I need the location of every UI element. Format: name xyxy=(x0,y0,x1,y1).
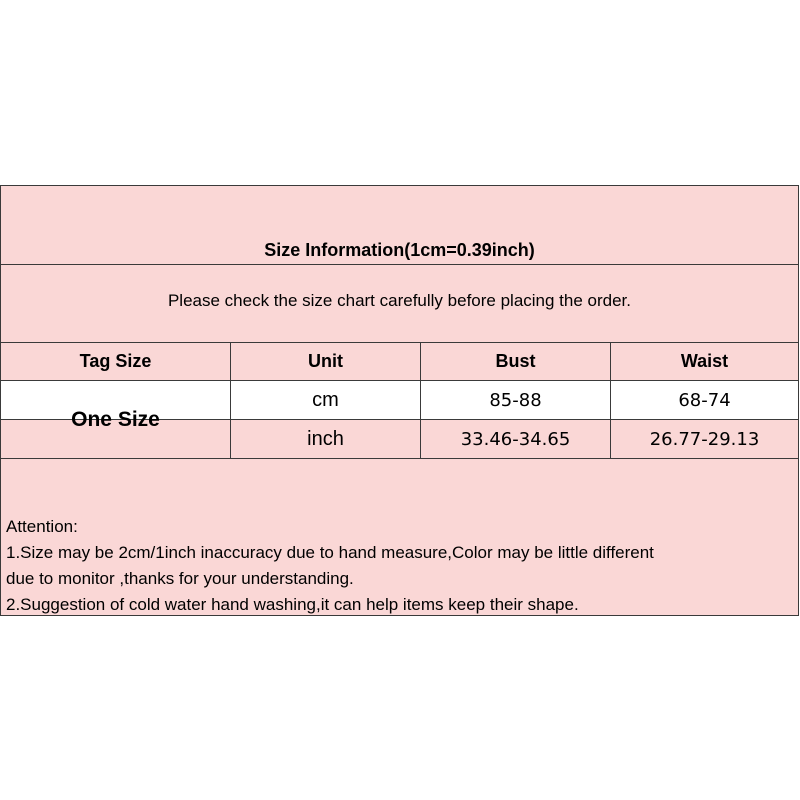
attention-section xyxy=(1,459,798,615)
order-notice: Please check the size chart carefully before placing the order. xyxy=(167,291,632,310)
header-tag-size: Tag Size xyxy=(1,343,231,380)
unit-cell: inch xyxy=(231,420,421,458)
attention-note-1a: 1.Size may be 2cm/1inch inaccuracy due to hand measure,Color may be little different xyxy=(6,543,654,562)
size-chart-sheet xyxy=(0,185,799,616)
attention-note-2: 2.Suggestion of cold water hand washing,it can help items keep their shape. xyxy=(6,595,579,614)
table-body xyxy=(1,381,798,459)
waist-cell: 26.77-29.13 xyxy=(649,428,760,450)
waist-cell: 68-74 xyxy=(678,389,731,411)
tag-size-cell: One Size xyxy=(1,381,231,458)
header-waist: Waist xyxy=(680,351,729,371)
attention-heading: Attention: xyxy=(6,517,78,536)
header-bust: Bust xyxy=(421,343,611,380)
bust-cell: 33.46-34.65 xyxy=(421,420,611,458)
size-info-title: Size Information(1cm=0.39inch) xyxy=(264,240,535,260)
attention-notes xyxy=(6,514,794,618)
title-row xyxy=(1,186,798,265)
unit-cell: cm xyxy=(231,381,421,419)
header-unit: Unit xyxy=(231,343,421,380)
bust-cell: 85-88 xyxy=(421,381,611,419)
table-header-row xyxy=(1,343,798,381)
attention-note-1b: due to monitor ,thanks for your understanding. xyxy=(6,569,354,588)
notice-row xyxy=(1,265,798,343)
